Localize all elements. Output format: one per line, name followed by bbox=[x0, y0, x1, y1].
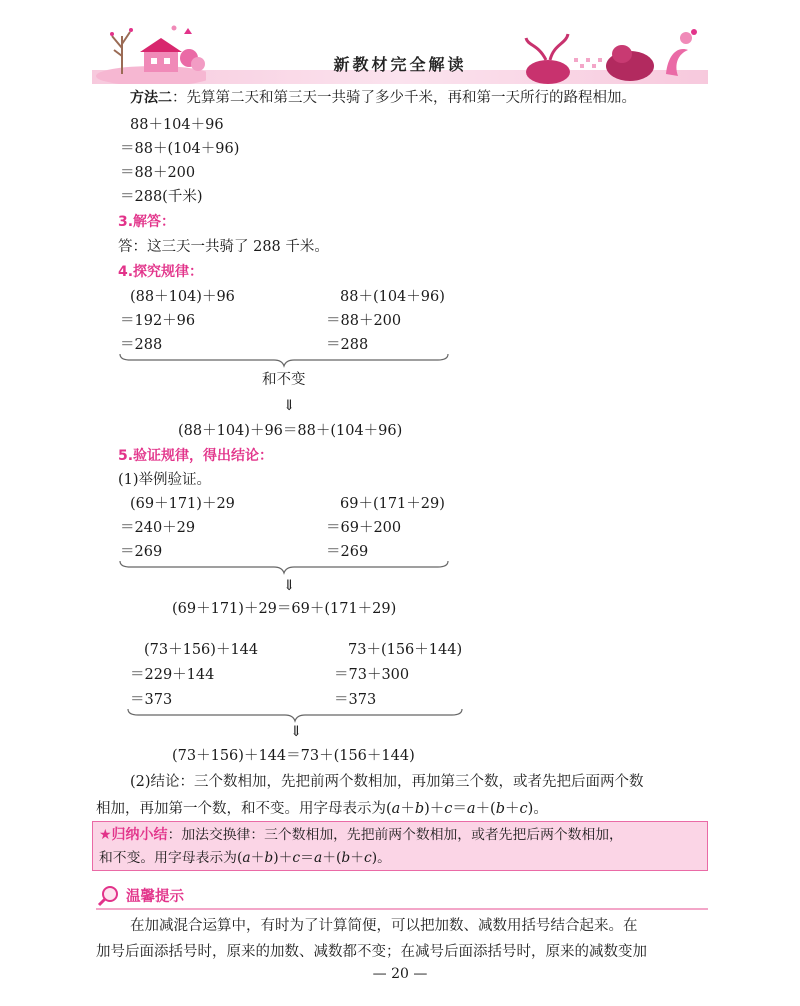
section4-right-1: 88＋(104＋96) bbox=[340, 289, 445, 305]
method2-line-2: ＝88＋(104＋96) bbox=[120, 141, 240, 157]
magnifier-icon bbox=[96, 884, 122, 908]
tip-title: 温馨提示 bbox=[126, 889, 184, 905]
section4-left-3: ＝288 bbox=[120, 337, 163, 353]
curly-brace bbox=[118, 559, 450, 575]
section4-left-2: ＝192＋96 bbox=[120, 313, 196, 329]
down-arrow-icon: ⇓ bbox=[283, 578, 296, 594]
method2-desc: ：先算第二天和第三天一共骑了多少千米，再和第一天所行的路程相加。 bbox=[172, 90, 636, 106]
header-title: 新教材完全解读 bbox=[333, 55, 467, 74]
ex2-result: (73＋156)＋144＝73＋(156＋144) bbox=[172, 748, 415, 764]
down-arrow-icon: ⇓ bbox=[290, 724, 303, 740]
tip-divider bbox=[96, 908, 708, 910]
curly-brace bbox=[118, 352, 450, 368]
section4-middle: 和不变 bbox=[262, 372, 306, 388]
method2-lead: 方法二 bbox=[130, 90, 172, 106]
method2-line-4: ＝288(千米) bbox=[120, 189, 203, 205]
ex2-right-3: ＝373 bbox=[334, 692, 377, 708]
section4-left-1: (88＋104)＋96 bbox=[130, 289, 235, 305]
ex1-result: (69＋171)＋29＝69＋(171＋29) bbox=[172, 601, 397, 617]
page-number: — 20 — bbox=[372, 966, 428, 982]
section4-result: (88＋104)＋96＝88＋(104＋96) bbox=[178, 423, 403, 439]
section4-label: 4.探究规律： bbox=[118, 264, 204, 280]
ex2-right-2: ＝73＋300 bbox=[334, 667, 410, 683]
ex2-left-2: ＝229＋144 bbox=[130, 667, 215, 683]
curly-brace bbox=[126, 707, 464, 723]
tip-line-2: 加号后面添括号时，原来的加数、减数都不变；在减号后面添括号时，原来的减数变加 bbox=[96, 944, 647, 960]
method2-line-1: 88＋104＋96 bbox=[130, 117, 224, 133]
plant-illustration bbox=[518, 14, 708, 84]
ex2-left-1: (73＋156)＋144 bbox=[144, 642, 259, 658]
summary-head: ★归纳小结 bbox=[99, 827, 168, 843]
section4-right-3: ＝288 bbox=[326, 337, 369, 353]
method2-text bbox=[130, 88, 636, 108]
ex2-left-3: ＝373 bbox=[130, 692, 173, 708]
ex1-right-3: ＝269 bbox=[326, 544, 369, 560]
ex1-right-1: 69＋(171＋29) bbox=[340, 496, 445, 512]
ex1-left-2: ＝240＋29 bbox=[120, 520, 196, 536]
down-arrow-icon: ⇓ bbox=[283, 398, 296, 414]
summary-text: ★归纳小结：加法交换律：三个数相加，先把前两个数相加，或者先把后两个数相加， 和不变。用字母表示为(a＋b)＋c＝a＋(b＋c)。 bbox=[99, 827, 623, 866]
conclusion-line-2: 相加，再加第一个数，和不变。用字母表示为(a＋b)＋c＝a＋(b＋c)。 bbox=[96, 801, 548, 817]
ex1-left-3: ＝269 bbox=[120, 544, 163, 560]
page-header bbox=[92, 14, 708, 84]
section3-label: 3.解答： bbox=[118, 214, 176, 230]
section4-right-2: ＝88＋200 bbox=[326, 313, 402, 329]
section5-label: 5.验证规律，得出结论： bbox=[118, 448, 274, 464]
ex1-right-2: ＝69＋200 bbox=[326, 520, 402, 536]
method2-line-3: ＝88＋200 bbox=[120, 165, 196, 181]
tip-line-1: 在加减混合运算中，有时为了计算简便，可以把加数、减数用括号结合起来。在 bbox=[130, 918, 638, 934]
ex2-right-1: 73＋(156＋144) bbox=[348, 642, 463, 658]
ex1-left-1: (69＋171)＋29 bbox=[130, 496, 235, 512]
section3-answer: 答：这三天一共骑了 288 千米。 bbox=[118, 239, 329, 255]
summary-box bbox=[92, 821, 708, 871]
section5-sub1: (1)举例验证。 bbox=[118, 472, 212, 488]
conclusion-line-1: (2)结论：三个数相加，先把前两个数相加，再加第三个数，或者先把后面两个数 bbox=[130, 774, 644, 790]
